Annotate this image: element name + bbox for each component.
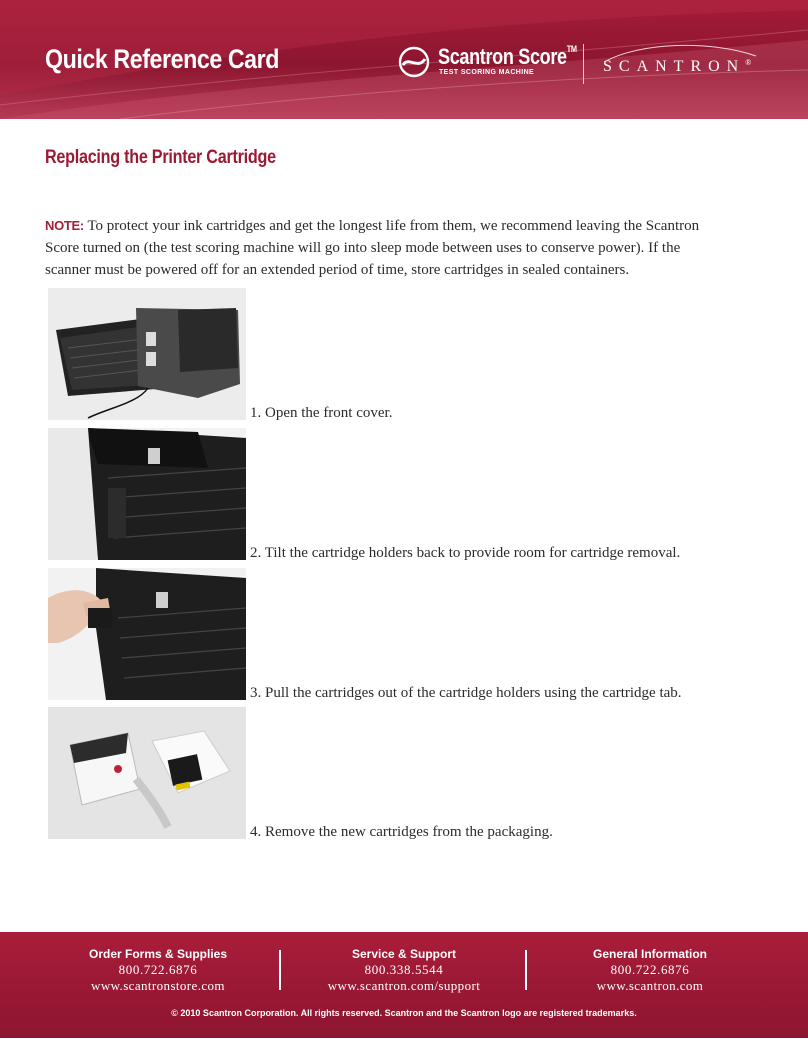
- cartridge-packaging-photo: [48, 707, 246, 839]
- footer-phone: 800.338.5544: [364, 962, 444, 977]
- footer-column-title: Order Forms & Supplies: [88, 947, 228, 961]
- copyright-notice: © 2010 Scantron Corporation. All rights reserved. Scantron and the Scantron logo are registered trademarks.: [171, 1008, 637, 1018]
- footer-divider: [525, 950, 527, 990]
- brand-trademark: TM: [566, 44, 577, 54]
- header-divider: [583, 44, 584, 84]
- scantron-swirl-icon: [398, 46, 430, 78]
- footer-divider: [279, 950, 281, 990]
- footer-service-support: [289, 947, 519, 994]
- footer-phone: 800.722.6876: [118, 962, 198, 977]
- note-paragraph: [45, 215, 725, 281]
- footer-phone: 800.722.6876: [610, 962, 690, 977]
- footer: [0, 932, 808, 1038]
- footer-website-link[interactable]: www.scantron.com: [596, 978, 704, 993]
- step-2-text: 2. Tilt the cartridge holders back to provide room for cartridge removal.: [250, 545, 681, 561]
- brand-subtitle: TEST SCORING MACHINE: [439, 69, 535, 76]
- scanner-front-cover-photo: [48, 288, 246, 420]
- company-name: SCANTRON: [603, 58, 746, 75]
- header-banner: [0, 0, 808, 119]
- registered-mark: ®: [745, 58, 752, 67]
- cartridge-holders-photo: [48, 428, 246, 560]
- footer-order-forms: [43, 947, 273, 994]
- footer-website-link[interactable]: www.scantronstore.com: [91, 978, 225, 993]
- step-1-text: 1. Open the front cover.: [250, 405, 393, 421]
- section-title: Replacing the Printer Cartridge: [45, 147, 276, 168]
- footer-column-title: General Information: [592, 947, 708, 961]
- note-text: To protect your ink cartridges and get the longest life from them, we recommend leaving the Scantron Score turned on (the test scoring machine will go into sleep mode between uses to conserve power). If the scanner must be powered off for an extended period of time, store cartridges in sealed containers.: [45, 218, 700, 278]
- pull-cartridge-photo: [48, 568, 246, 700]
- footer-website-link[interactable]: www.scantron.com/support: [327, 978, 481, 993]
- scantron-wordmark: [603, 58, 751, 76]
- note-label: NOTE:: [45, 218, 84, 233]
- step-3-text: 3. Pull the cartridges out of the cartridge holders using the cartridge tab.: [250, 685, 682, 701]
- step-4-text: 4. Remove the new cartridges from the packaging.: [250, 824, 553, 840]
- page-title: Quick Reference Card: [45, 44, 280, 74]
- brand-name: Scantron Score: [438, 44, 567, 69]
- footer-general-info: [535, 947, 765, 994]
- footer-column-title: Service & Support: [351, 947, 457, 961]
